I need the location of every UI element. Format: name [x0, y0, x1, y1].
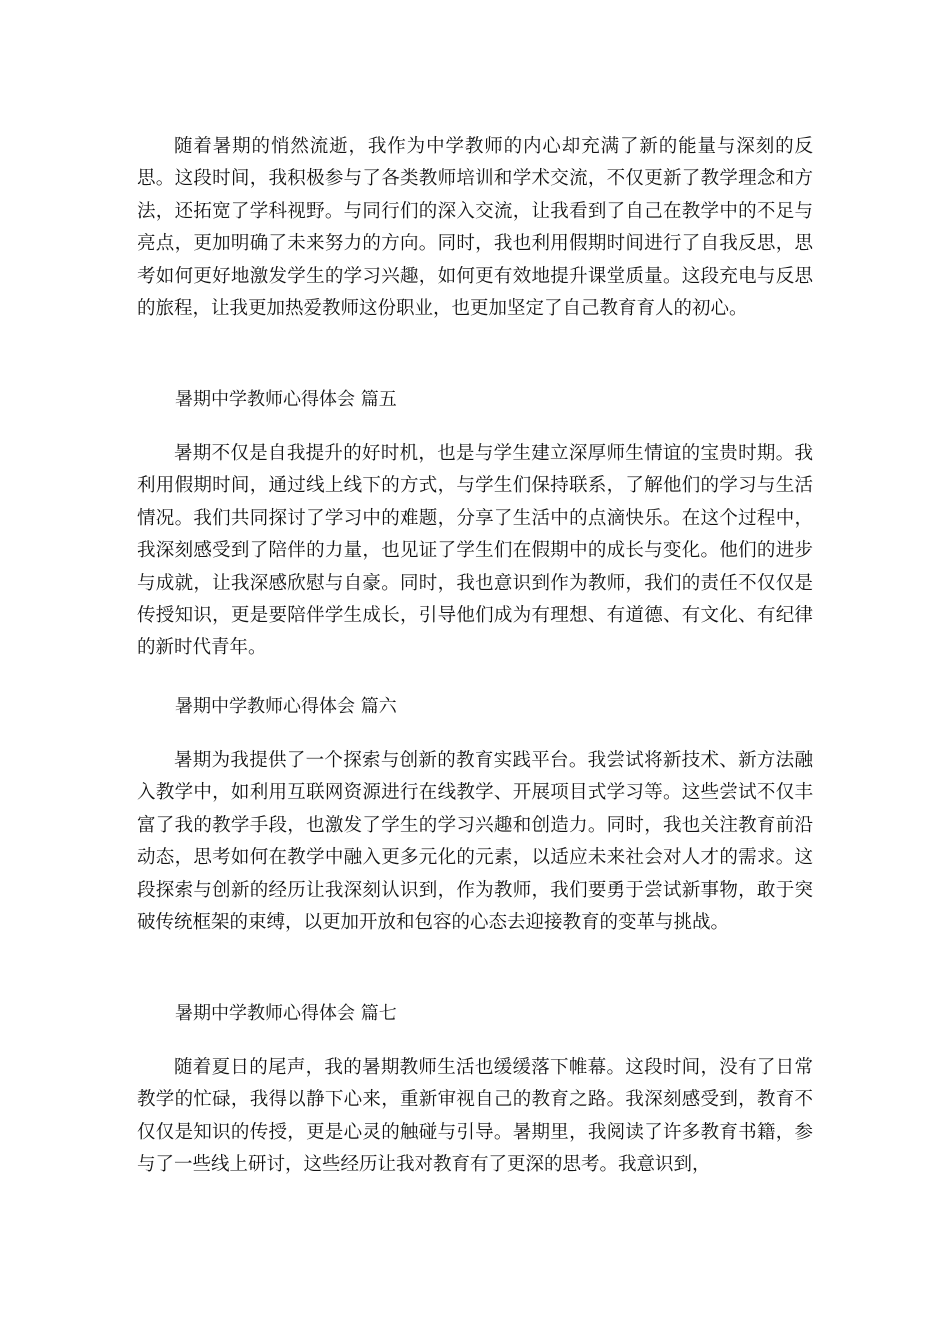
- paragraph-reflection-intro: 随着暑期的悄然流逝，我作为中学教师的内心却充满了新的能量与深刻的反思。这段时间，我积极参与了各类教师培训和学术交流，不仅更新了教学理念和方法，还拓宽了学科视野。与同行们的深入交流，让我看到了自己在教学中的不足与亮点，更加明确了未来努力的方向。同时，我也利用假期时间进行了自我反思，思考如何更好地激发学生的学习兴趣，如何更有效地提升课堂质量。这段充电与反思的旅程，让我更加热爱教师这份职业，也更加坚定了自己教育育人的初心。: [137, 136, 813, 320]
- section-heading-part-five: 暑期中学教师心得体会 篇五: [175, 389, 397, 410]
- section-heading-part-seven: 暑期中学教师心得体会 篇七: [175, 1003, 397, 1024]
- section-heading-part-six: 暑期中学教师心得体会 篇六: [175, 696, 397, 717]
- paragraph-part-six: 暑期为我提供了一个探索与创新的教育实践平台。我尝试将新技术、新方法融入教学中，如利用互联网资源进行在线教学、开展项目式学习等。这些尝试不仅丰富了我的教学手段，也激发了学生的学习兴趣和创造力。同时，我也关注教育前沿动态，思考如何在教学中融入更多元化的元素，以适应未来社会对人才的需求。这段探索与创新的经历让我深刻认识到，作为教师，我们要勇于尝试新事物，敢于突破传统框架的束缚，以更加开放和包容的心态去迎接教育的变革与挑战。: [137, 750, 813, 934]
- paragraph-part-five: 暑期不仅是自我提升的好时机，也是与学生建立深厚师生情谊的宝贵时期。我利用假期时间，通过线上线下的方式，与学生们保持联系，了解他们的学习与生活情况。我们共同探讨了学习中的难题，分享了生活中的点滴快乐。在这个过程中，我深刻感受到了陪伴的力量，也见证了学生们在假期中的成长与变化。他们的进步与成就，让我深感欣慰与自豪。同时，我也意识到作为教师，我们的责任不仅仅是传授知识，更是要陪伴学生成长，引导他们成为有理想、有道德、有文化、有纪律的新时代青年。: [137, 443, 813, 659]
- paragraph-part-seven: 随着夏日的尾声，我的暑期教师生活也缓缓落下帷幕。这段时间，没有了日常教学的忙碌，我得以静下心来，重新审视自己的教育之路。我深刻感受到，教育不仅仅是知识的传授，更是心灵的触碰与引导。暑期里，我阅读了许多教育书籍，参与了一些线上研讨，这些经历让我对教育有了更深的思考。我意识到，: [137, 1057, 813, 1176]
